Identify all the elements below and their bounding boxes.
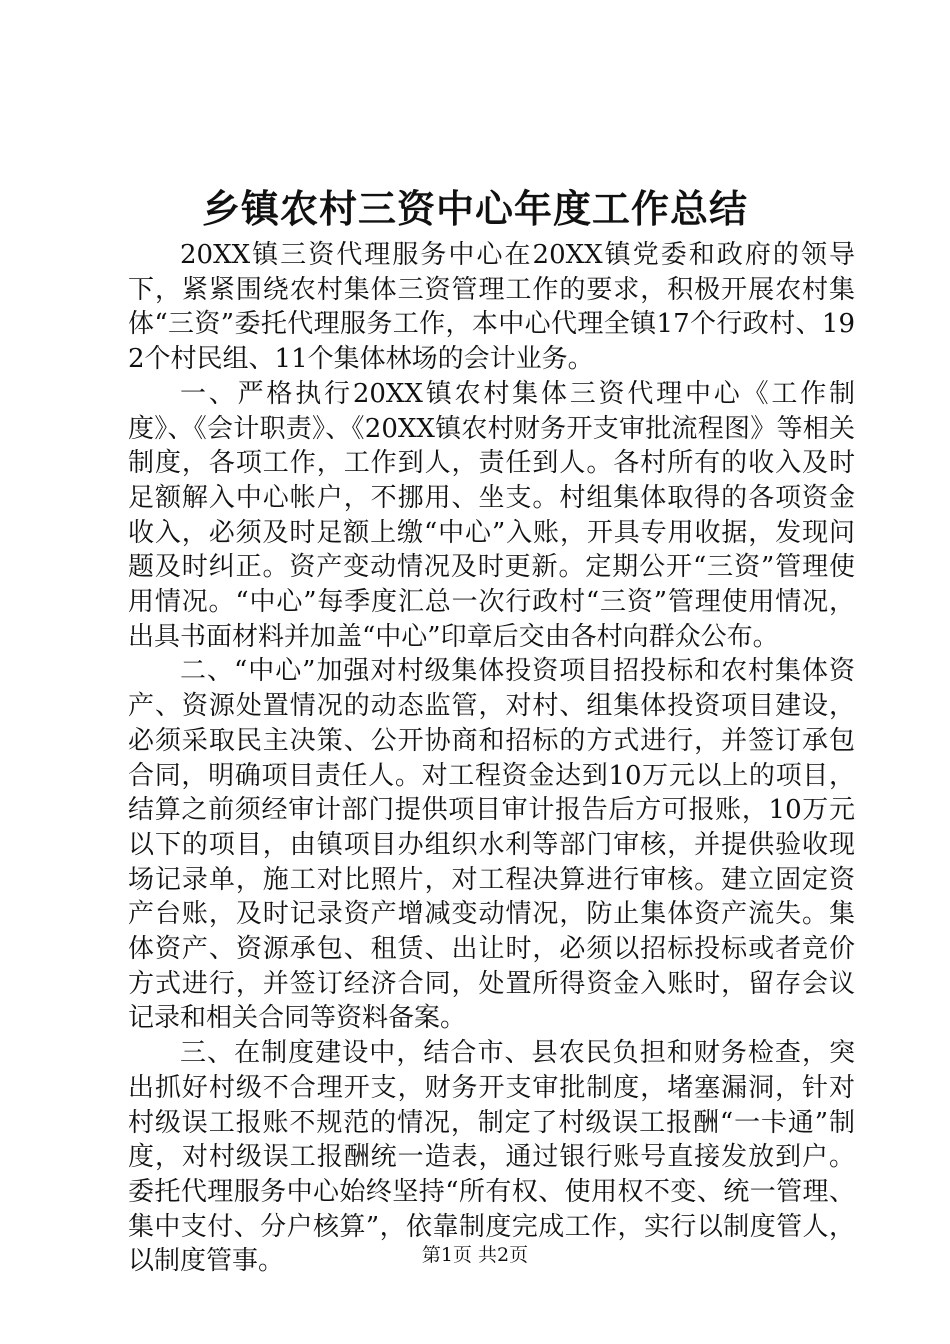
paragraph-intro: 20XX镇三资代理服务中心在20XX镇党委和政府的领导下，紧紧围绕农村集体三资管理工作的要求，积极开展农村集体“三资”委托代理服务工作，本中心代理全镇17个行政村、192个村民组、11个集体林场的会计业务。 — [128, 240, 855, 375]
paragraph-section-2: 二、“中心”加强对村级集体投资项目招投标和农村集体资产、资源处置情况的动态监管，对村、组集体投资项目建设，必须采取民主决策、公开协商和招标的方式进行，并签订承包合同，明确项目责任人。对工程资金达到10万元以上的项目，结算之前须经审计部门提供项目审计报告后方可报账，10万元以下的项目，由镇项目办组织水利等部门审核，并提供验收现场记录单，施工对比照片，对工程决算进行审核。建立固定资产台账，及时记录资产增减变动情况，防止集体资产流失。集体资产、资源承包、租赁、出让时，必须以招标投标或者竞价方式进行，并签订经济合同，处置所得资金入账时，留存会议记录和相关合同等资料备案。 — [128, 656, 855, 1034]
document-body — [128, 238, 855, 1279]
paragraph-section-3: 三、在制度建设中，结合市、县农民负担和财务检查，突出抓好村级不合理开支，财务开支审批制度，堵塞漏洞，针对村级误工报账不规范的情况，制定了村级误工报酬“一卡通”制度，对村级误工报酬统一造表，通过银行账号直接发放到户。委托代理服务中心始终坚持“所有权、使用权不变、统一管理、集中支付、分户核算”，依靠制度完成工作，实行以制度管人，以制度管事。 — [128, 1038, 855, 1277]
paragraph-section-1: 一、严格执行20XX镇农村集体三资代理中心《工作制度》、《会计职责》、《20XX镇农村财务开支审批流程图》等相关制度，各项工作，工作到人，责任到人。各村所有的收入及时足额解入中心帐户，不挪用、坐支。村组集体取得的各项资金收入，必须及时足额上缴“中心”入账，开具专用收据，发现问题及时纠正。资产变动情况及时更新。定期公开“三资”管理使用情况。“中心”每季度汇总一次行政村“三资”管理使用情况，出具书面材料并加盖“中心”印章后交由各村向群众公布。 — [128, 378, 855, 652]
document-title: 乡镇农村三资中心年度工作总结 — [201, 186, 748, 231]
page-number-footer: 第1页 共2页 — [421, 1244, 529, 1266]
